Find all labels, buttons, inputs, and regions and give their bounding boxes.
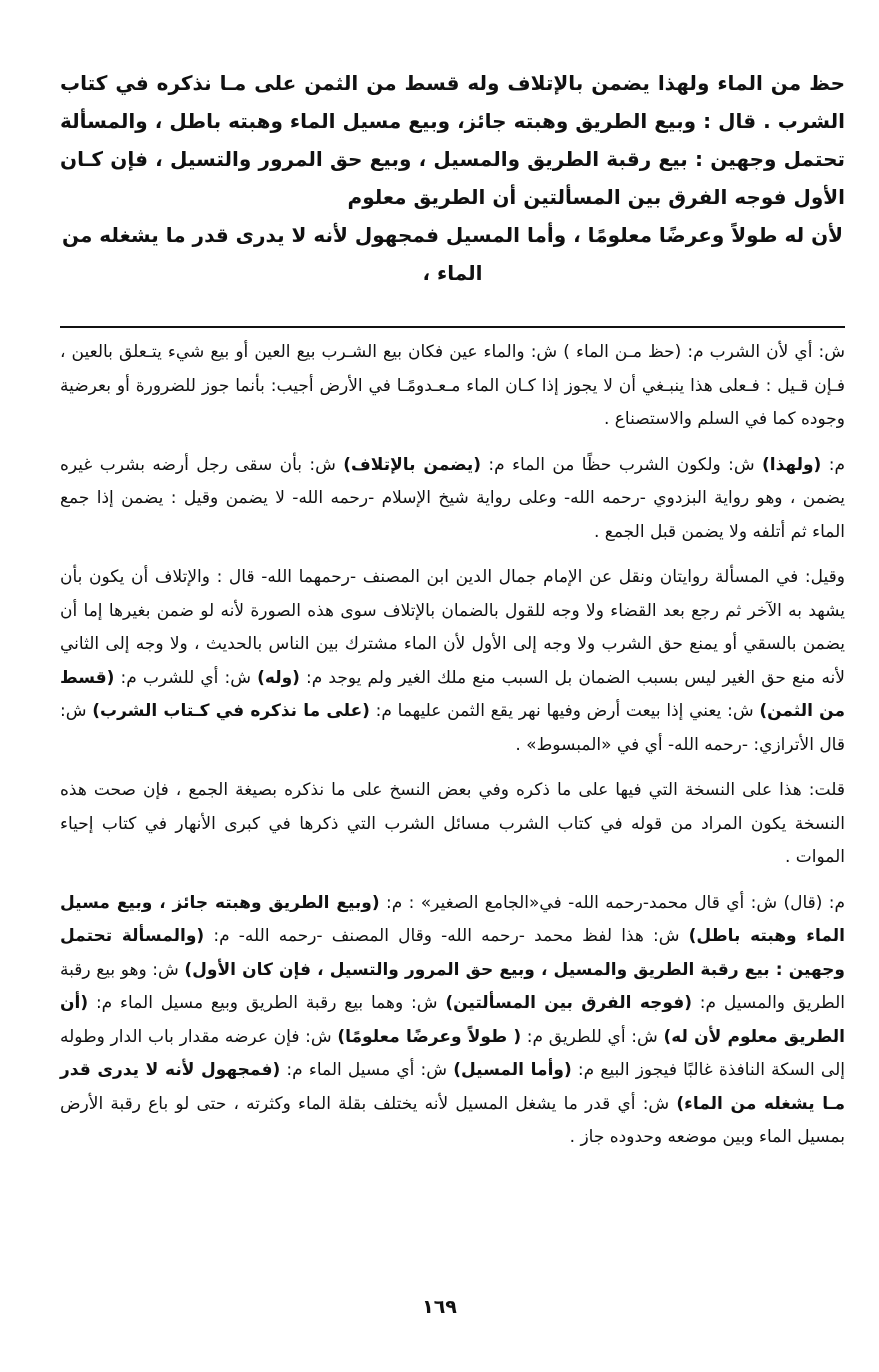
commentary-segment: ش: أي لأن الشرب م: (حظ مـن الماء ) ش: والماء عين فكان بيع الشـرب بيع العين أو بيع شيء يتـعلق بالعين ، فـإن قـيل : فـعلى هذا ينبـغي أن لا يجوز إذا كـان الماء مـعـدومًـا في الأرض أجيب: بأنما جوز للضرورة أو بعرضية وجوده كما في السلم والاستصناع . — [60, 342, 845, 429]
commentary-paragraph — [60, 774, 845, 875]
main-text-line-3: والمسيل ، وبيع حق المرور والتسيل ، فإن كـان الأول فوجه الفرق بين المسألتين أن الطريق معلوم — [60, 147, 845, 209]
commentary-paragraph — [60, 336, 845, 437]
page-body — [60, 64, 845, 1167]
commentary-paragraph — [60, 887, 845, 1155]
quoted-matn-segment: ( طولاً وعرضًا معلومًا) — [337, 1026, 522, 1047]
quoted-matn-segment: (فمجهول لأنه لا يدرى قدر مـا يشغله من الماء) — [60, 1060, 845, 1114]
page-number: ١٦٩ — [422, 1296, 457, 1318]
quoted-matn-segment: (ولهذا) — [761, 454, 822, 475]
commentary-segment: ش: أي للطريق م: — [521, 1026, 664, 1047]
commentary-segment: م: (قال) ش: أي قال محمد-رحمه الله- في«الجامع الصغير» : م: — [379, 892, 845, 913]
commentary-segment: ش: وهو بيع رقبة الطريق والمسيل م: — [60, 959, 845, 1013]
quoted-matn-segment: (فوجه الفرق بين المسألتين) — [445, 993, 692, 1013]
main-text-line-2: وبيع الطريق وهبته جائز، وبيع مسيل الماء وهبته باطل ، والمسألة تحتمل وجهين : بيع رقبة الطريق — [60, 109, 846, 171]
quoted-matn-segment: (أن الطريق معلوم لأن له) — [60, 993, 845, 1047]
main-text — [60, 64, 845, 292]
commentary-segment: ش: أي للشرب م: — [114, 667, 258, 688]
commentary-segment: ش: وهما بيع رقبة الطريق وبيع مسيل الماء م: — [88, 993, 446, 1013]
commentary-segment: قلت: هذا على النسخة التي فيها على ما ذكره وفي بعض النسخ على ما نذكره بصيغة الجمع ، فإن صحت هذه النسخة يكون المراد من قوله في كتاب الشرب مسائل الشرب التي ذكرها في كبرى الأنهار في كتاب إحياء الموات . — [60, 780, 845, 867]
commentary-segment: ش: أي قدر ما يشغل المسيل لأنه يختلف بقلة الماء وكثرته ، حتى لو باع رقبة الأرض بمسيل الماء وبين موضعه وحدوده جاز . — [60, 1093, 845, 1147]
quoted-matn-segment: (يضمن بالإتلاف) — [343, 454, 482, 475]
commentary-segment: ش: ولكون الشرب حظًا من الماء م: — [481, 454, 762, 475]
separator-line — [60, 326, 845, 328]
quoted-matn-segment: (والمسألة تحتمل وجهين : بيع رقبة الطريق والمسيل ، وبيع حق المرور والتسيل ، فإن كان الأول) — [60, 926, 845, 980]
quoted-matn-segment: (قسط من الثمن) — [60, 667, 845, 721]
main-text-line-1: حظ من الماء ولهذا يضمن بالإتلاف وله قسط من الثمن على مـا نذكره في كتاب الشرب . قال : — [60, 71, 845, 133]
quoted-matn-segment: (وأما المسيل) — [453, 1060, 572, 1080]
commentary-segment: ش: يعني إذا بيعت أرض وفيها نهر يقع الثمن عليهما م: — [369, 701, 760, 721]
commentary-segment: م: — [821, 454, 845, 475]
commentary-segment: ش: أي مسيل الماء م: — [280, 1060, 454, 1080]
commentary-paragraph — [60, 561, 845, 762]
commentary — [60, 336, 845, 1155]
commentary-paragraph — [60, 449, 845, 550]
commentary-segment: ش: بأن سقى رجل أرضه بشرب غيره يضمن ، وهو رواية البزدوي -رحمه الله- وعلى رواية شيخ الإسلام -رحمه الله- لا يضمن وقيل : يضمن إذا جمع الماء ثم أتلفه ولا يضمن قبل الجمع . — [60, 454, 845, 542]
commentary-segment: ش: فإن عرضه مقدار باب الدار وطوله إلى السكة النافذة غالبًا فيجوز البيع م: — [60, 1026, 845, 1080]
quoted-matn-segment: (على ما نذكره في كـتاب الشرب) — [92, 701, 370, 721]
commentary-segment: وقيل: في المسألة روايتان ونقل عن الإمام جمال الدين ابن المصنف -رحمهما الله- قال : والإتلاف أن يكون بأن يشهد به الآخر ثم رجع بعد القضاء ولا وجه للقول بالضمان بالإتلاف سوى هذه الصورة لأنه لو ضمن بغيرها إما أن يضمن بالسقي أو يمنع حق الشرب ولا وجه إلى الأول لأن الماء مشترك بين الناس بالحديث ، ولا وجه إلى الثاني لأنه منع حق الغير ليس بسبب الضمان بل السبب منع ملك الغير ولم يوجد م: — [60, 567, 845, 688]
quoted-matn-segment: (وله) — [257, 667, 300, 688]
quoted-matn-segment: (وبيع الطريق وهبته جائز ، وبيع مسيل الماء وهبته باطل) — [60, 892, 845, 946]
commentary-segment: ش: قال الأترازي: -رحمه الله- أي في «المبسوط» . — [60, 701, 845, 755]
main-text-last-line: لأن له طولاً وعرضًا معلومًا ، وأما المسيل فمجهول لأنه لا يدرى قدر ما يشغله من الماء ، — [61, 223, 844, 285]
commentary-segment: ش: هذا لفظ محمد -رحمه الله- وقال المصنف -رحمه الله- م: — [204, 926, 689, 946]
